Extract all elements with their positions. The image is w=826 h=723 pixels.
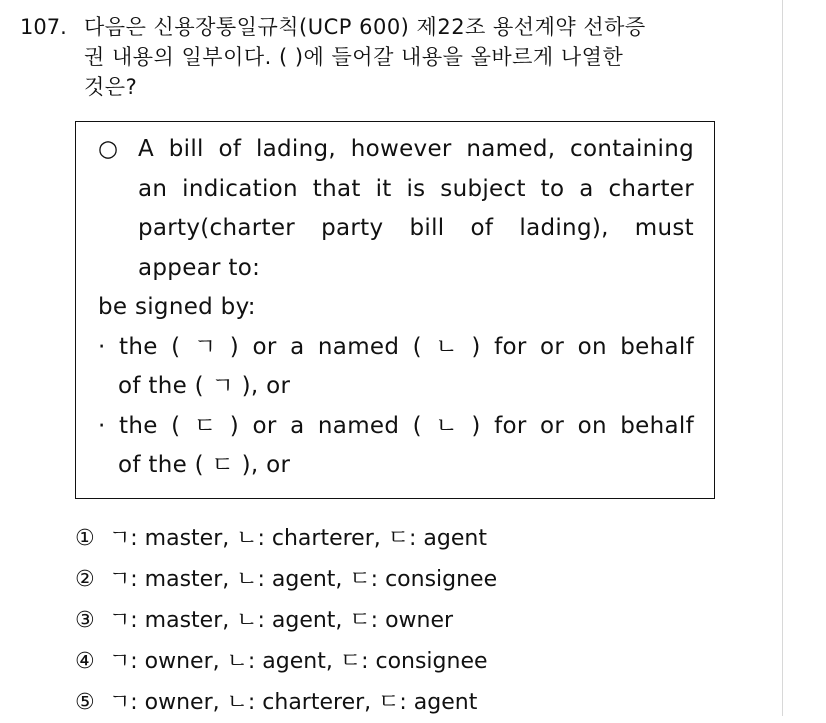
- stem-line-2: 권 내용의 일부이다. ( )에 들어갈 내용을 올바르게 나열한: [84, 45, 624, 69]
- option-2[interactable]: [75, 559, 497, 600]
- option-text: ㄱ: master, ㄴ: charterer, ㄷ: agent: [109, 526, 487, 551]
- answer-options: [75, 518, 497, 723]
- option-text: ㄱ: owner, ㄴ: charterer, ㄷ: agent: [109, 690, 478, 715]
- passage-line-2: an indication that it is subject to a charter: [138, 175, 694, 202]
- question-stem: [84, 12, 778, 102]
- option-text: ㄱ: master, ㄴ: agent, ㄷ: owner: [109, 608, 454, 633]
- circle-bullet-icon: ○: [98, 136, 119, 162]
- passage-line-8: · the ( ㄷ ) or a named ( ㄴ ) for or on behalf: [98, 412, 694, 439]
- passage-line-3: party(charter party bill of lading), must: [138, 215, 694, 241]
- passage-line-4: appear to:: [138, 254, 261, 281]
- passage-line-1: A bill of lading, however named, containing: [138, 136, 694, 162]
- passage-line-7: of the ( ㄱ ), or: [118, 373, 291, 399]
- option-number: ①: [75, 526, 95, 551]
- option-text: ㄱ: owner, ㄴ: agent, ㄷ: consignee: [109, 649, 488, 674]
- option-3[interactable]: [75, 600, 497, 641]
- passage-box: [75, 121, 715, 499]
- option-number: ②: [75, 567, 95, 592]
- passage-text: [98, 130, 694, 486]
- passage-line-9: of the ( ㄷ ), or: [118, 452, 291, 478]
- page-divider: [782, 0, 783, 716]
- passage-line-6: · the ( ㄱ ) or a named ( ㄴ ) for or on behalf: [98, 333, 694, 360]
- option-number: ⑤: [75, 690, 95, 715]
- option-4[interactable]: [75, 641, 497, 682]
- passage-line-5: be signed by:: [98, 294, 256, 320]
- option-1[interactable]: [75, 518, 497, 559]
- question-number: 107.: [20, 15, 67, 39]
- stem-line-3: 것은?: [84, 75, 138, 99]
- option-number: ④: [75, 649, 95, 674]
- option-text: ㄱ: master, ㄴ: agent, ㄷ: consignee: [109, 567, 498, 592]
- option-5[interactable]: [75, 682, 497, 723]
- question: [20, 12, 778, 102]
- stem-line-1: 다음은 신용장통일규칙(UCP 600) 제22조 용선계약 선하증: [84, 15, 646, 39]
- option-number: ③: [75, 608, 95, 633]
